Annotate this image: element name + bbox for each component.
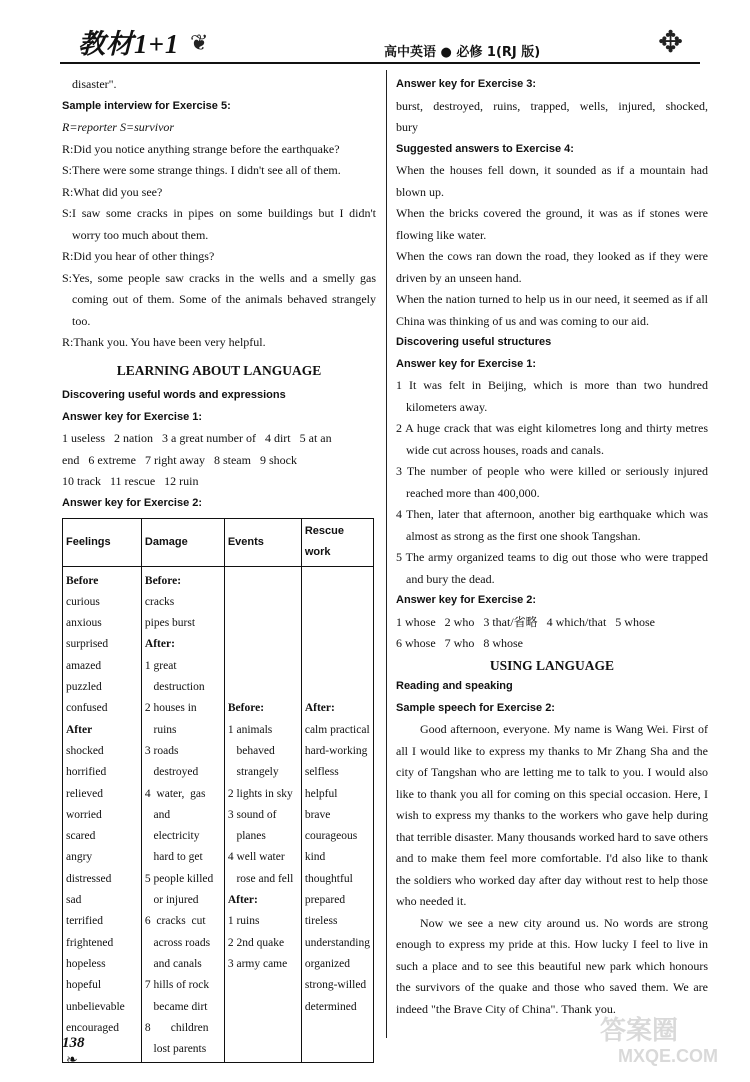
table-cell-line: After: xyxy=(227,894,258,907)
table-cell-line: hard to get xyxy=(144,851,203,864)
table-cell-line: 4 water, gas xyxy=(144,787,206,800)
table-cell-line: puzzled xyxy=(66,681,102,694)
dialogue-line: S:Yes, some people saw cracks in the wells and a smelly gas coming out of them. Some of the animals behaved strangely too. xyxy=(62,270,376,328)
table-cell-line: 4 well water xyxy=(227,851,285,864)
page-header xyxy=(0,0,750,70)
feelings-cell xyxy=(63,566,142,1063)
dialogue-line: R:Did you notice anything strange before the earthquake? xyxy=(62,141,340,156)
table-cell-line: confused xyxy=(66,702,108,715)
right-column xyxy=(396,74,708,1020)
answer-item: When the cows ran down the road, they looked as if they were driven by an unseen hand. xyxy=(396,249,708,285)
section-heading: USING LANGUAGE xyxy=(489,657,615,673)
sub-heading: Discovering useful structures xyxy=(396,336,552,348)
table-cell-line: frightened xyxy=(66,936,114,949)
table-cell-line: hard-working xyxy=(304,744,368,757)
column-divider xyxy=(386,70,387,1038)
answer-item: When the bricks covered the ground, it was as if stones were flowing like water. xyxy=(396,206,708,242)
table-cell-line: 6 cracks cut xyxy=(144,915,206,928)
table-cell-line: helpful xyxy=(304,787,338,800)
table-cell-line: amazed xyxy=(66,659,102,672)
table-cell-line: 2 houses in xyxy=(144,702,197,715)
table-header: Damage xyxy=(141,519,224,567)
table-cell-line: strong-willed xyxy=(304,979,367,992)
dialogue-line: R:Thank you. You have been very helpful. xyxy=(62,335,266,349)
answer-item: When the nation turned to help us in our need, it seemed as if all China was thinking of us and was coming to our aid. xyxy=(396,292,708,328)
table-cell-line: After: xyxy=(144,638,175,651)
table-cell-line: Before xyxy=(66,574,99,587)
table-cell-line: terrified xyxy=(66,915,104,928)
rescue-cell xyxy=(301,566,373,1063)
table-cell-line: horrified xyxy=(66,766,107,779)
speech-paragraph: Good afternoon, everyone. My name is Wang Wei. First of all I would like to express my thanks to Mr Zhang Sha and the city of Tangshan who are letting me to talk to you. I would also like to thank you all for coming on this special occasion. Here, I wish to express my thanks to the workers who gave help during that terrible disaster. Many thousands worked hard to save others and to make them feel more comfortable. I'd also like to thank the soldiers who worked day after day without rest to help those who needed it. xyxy=(396,722,708,908)
table-cell-line: cracks xyxy=(144,595,175,608)
vocabulary-table xyxy=(62,518,374,1063)
table-cell-line: prepared xyxy=(304,894,346,907)
table-cell-line: 1 great xyxy=(144,659,177,672)
table-cell-line: lost parents xyxy=(144,1043,207,1056)
table-cell-line: curious xyxy=(66,595,100,608)
table-header: Rescue work xyxy=(301,519,373,567)
table-header: Events xyxy=(224,519,301,567)
table-cell-line: 5 people killed xyxy=(144,872,214,885)
table-cell-line: destruction xyxy=(144,681,205,694)
grass-icon: ❦ xyxy=(190,30,209,55)
key-title: Answer key for Exercise 2: xyxy=(396,594,537,606)
table-cell-line: distressed xyxy=(66,872,112,885)
table-cell-line: planes xyxy=(227,830,266,843)
table-cell-line: hopeful xyxy=(66,979,102,992)
brand-title: 教材1+1 xyxy=(78,29,180,59)
table-cell-line: 2 2nd quake xyxy=(227,936,285,949)
events-cell xyxy=(224,566,301,1063)
page-number: 138 xyxy=(62,1035,85,1051)
table-cell-line: calm practical xyxy=(304,723,370,736)
table-cell-line: across roads xyxy=(144,936,211,949)
table-cell-line: became dirt xyxy=(144,1000,208,1013)
table-cell-line: rose and fell xyxy=(227,872,294,885)
table-cell-line: tireless xyxy=(304,915,338,928)
text-line: disaster". xyxy=(72,77,117,91)
answer-item: 4 Then, later that afternoon, another big earthquake which was almost as strong as the first one shook Tangshan. xyxy=(396,507,708,543)
table-cell-line: shocked xyxy=(66,744,104,757)
table-cell-line: After: xyxy=(304,702,335,715)
table-cell-line: 3 roads xyxy=(144,744,179,757)
dialogue-line: S:There were some strange things. I didn't see all of them. xyxy=(62,163,341,177)
table-cell-line: thoughtful xyxy=(304,872,353,885)
table-cell-line: anxious xyxy=(66,617,102,630)
table-cell-line: or injured xyxy=(144,894,199,907)
table-cell-line: 3 army came xyxy=(227,957,288,970)
table-header: Feelings xyxy=(63,519,142,567)
watermark-logo: 答案圈 xyxy=(600,1015,679,1045)
table-cell-line: 3 sound of xyxy=(227,808,277,821)
table-cell-line: destroyed xyxy=(144,766,199,779)
table-cell-line: and xyxy=(144,808,171,821)
speech-paragraph: Now we see a new city around us. No words are strong enough to express my pride at this. How lucky I feel to live in such a place and to see this beautiful new park which honours the survivors of the quake and those who saved them. We are indeed "the Brave City of China". Thank you. xyxy=(396,915,708,1016)
section-heading: LEARNING ABOUT LANGUAGE xyxy=(116,362,322,378)
table-cell-line: After xyxy=(66,723,93,736)
roles-line: R=reporter S=survivor xyxy=(62,120,175,134)
header-rule xyxy=(60,62,700,64)
table-cell-line: surprised xyxy=(66,638,109,651)
key-title: Suggested answers to Exercise 4: xyxy=(396,142,574,155)
dialogue-line: R:What did you see? xyxy=(62,184,163,199)
table-cell-line: encouraged xyxy=(66,1021,119,1034)
header-subtitle: 高中英语 ● 必修 1(RJ 版) xyxy=(384,45,541,60)
table-cell-line: organized xyxy=(304,957,350,970)
table-cell-line: scared xyxy=(66,830,96,843)
table-cell-line: electricity xyxy=(144,830,200,843)
table-cell-line: 1 ruins xyxy=(227,915,260,928)
table-cell-line: sad xyxy=(66,894,82,907)
table-cell-line: ruins xyxy=(144,723,177,736)
table-cell-line: relieved xyxy=(66,787,104,800)
table-cell-line: determined xyxy=(304,1000,357,1013)
answer-item: 1 It was felt in Beijing, which is more than two hundred kilometers away. xyxy=(396,378,708,414)
table-cell-line: 1 animals xyxy=(227,723,273,736)
leaf-icon: ❧ xyxy=(66,1053,78,1068)
table-cell-line: behaved xyxy=(227,744,275,757)
table-cell-line: courageous xyxy=(304,830,358,843)
answer-item: When the houses fell down, it sounded as if a mountain had blown up. xyxy=(396,163,708,199)
sub-heading: Discovering useful words and expressions xyxy=(62,389,286,401)
answer-item: 3 The number of people who were killed or seriously injured reached more than 400,000. xyxy=(396,464,708,500)
interview-title: Sample interview for Exercise 5: xyxy=(62,99,231,112)
answer-line: 6 whose 7 who 8 whose xyxy=(396,636,523,650)
table-cell-line: brave xyxy=(304,808,331,821)
answer-item: 2 A huge crack that was eight kilometres long and thirty metres wide cut across houses, roads and canals. xyxy=(396,421,708,457)
table-cell-line: 7 hills of rock xyxy=(144,979,210,992)
answer-line: 1 useless 2 nation 3 a great number of 4 dirt 5 at an xyxy=(62,431,332,445)
answer-line: end 6 extreme 7 right away 8 steam 9 shock xyxy=(62,452,297,467)
table-cell-line: 8 children xyxy=(144,1021,209,1034)
table-cell-line: hopeless xyxy=(66,957,106,970)
watermark-url: MXQE.COM xyxy=(618,1046,719,1066)
table-cell-line: kind xyxy=(304,851,326,864)
key-title: Sample speech for Exercise 2: xyxy=(396,701,555,714)
table-cell-line: and canals xyxy=(144,957,202,970)
answer-line: 1 whose 2 who 3 that/省略 4 which/that 5 whose xyxy=(396,614,655,629)
sub-heading: Reading and speaking xyxy=(396,680,513,692)
table-cell-line: pipes burst xyxy=(144,617,196,630)
key-title: Answer key for Exercise 2: xyxy=(62,496,203,509)
ornament-icon: ✥ xyxy=(658,26,684,59)
damage-cell xyxy=(141,566,224,1063)
answer-item: 5 The army organized teams to dig out those who were trapped and bury the dead. xyxy=(396,550,708,586)
table-cell-line: Before: xyxy=(227,702,265,715)
table-cell-line: angry xyxy=(66,851,93,864)
answer-line: 10 track 11 rescue 12 ruin xyxy=(62,474,199,488)
table-cell-line: worried xyxy=(66,808,102,821)
table-cell-line: strangely xyxy=(227,766,279,779)
key-title: Answer key for Exercise 1: xyxy=(396,357,537,370)
table-cell-line: understanding xyxy=(304,936,370,949)
dialogue-line: S:I saw some cracks in pipes on some buildings but I didn't worry too much about them. xyxy=(62,206,376,242)
table-cell-line: 2 lights in sky xyxy=(227,787,293,800)
table-cell-line: selfless xyxy=(304,766,339,779)
table-cell-line: Before: xyxy=(144,574,182,587)
left-column xyxy=(62,74,376,1063)
answer-text: burst, destroyed, ruins, trapped, wells, injured, shocked, bury xyxy=(396,98,708,134)
key-title: Answer key for Exercise 3: xyxy=(396,78,537,90)
table-cell-line: unbelievable xyxy=(66,1000,125,1013)
key-title: Answer key for Exercise 1: xyxy=(62,410,203,423)
dialogue-line: R:Did you hear of other things? xyxy=(62,249,215,263)
